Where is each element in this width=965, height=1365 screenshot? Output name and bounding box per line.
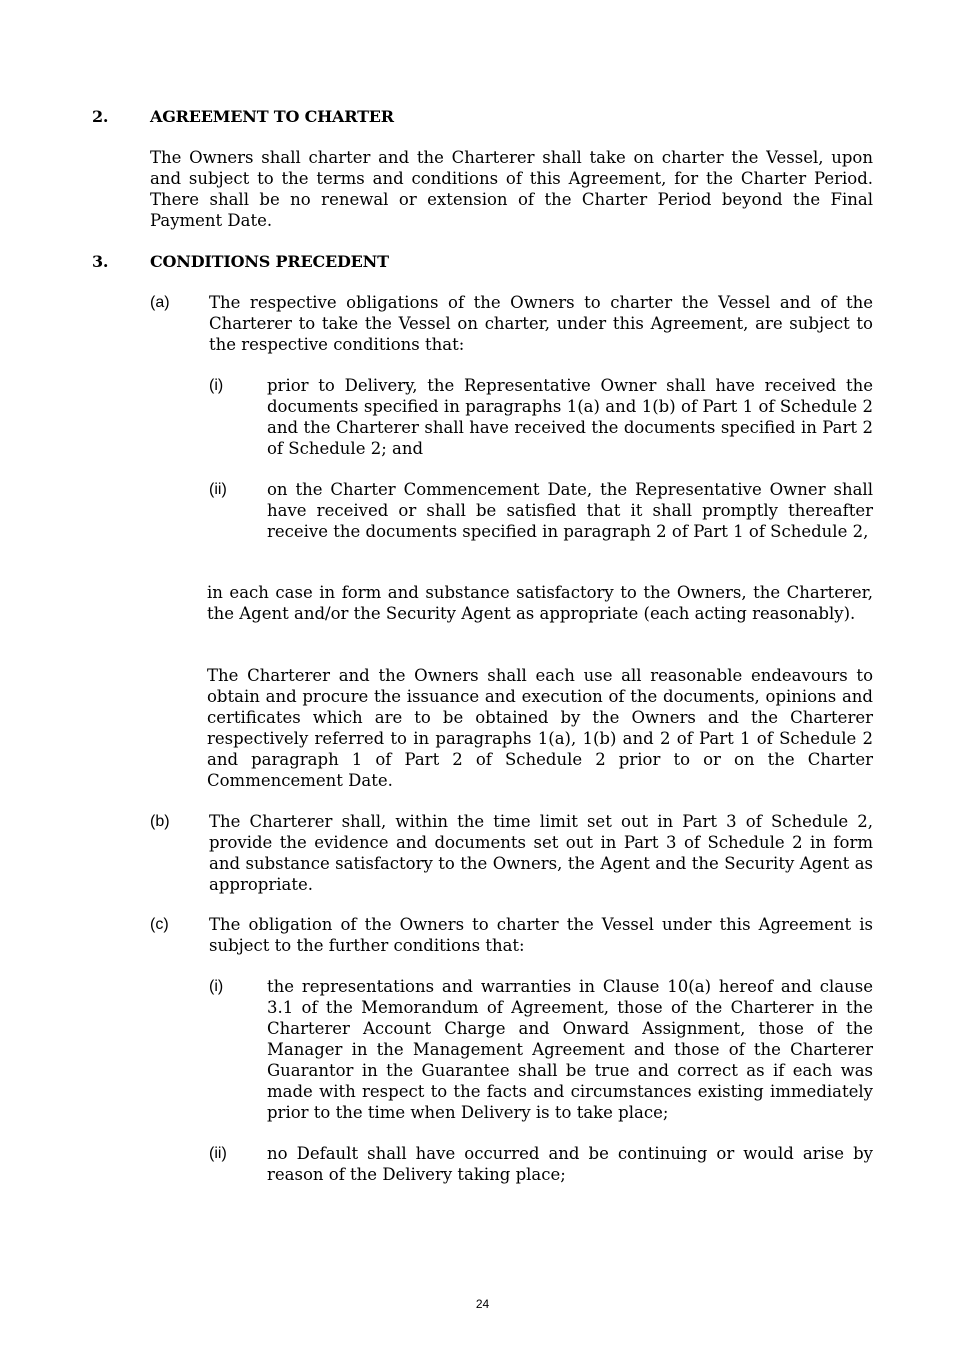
clause-2-heading <box>92 106 852 127</box>
clause-3a-label: (a) <box>150 294 170 311</box>
clause-3a-tail-1: in each case in form and substance satisfactory to the Owners, the Charterer, the Agent and/or the Security Agent as appropriate (each acting reasonably). <box>207 583 873 623</box>
clause-2-body: The Owners shall charter and the Charterer shall take on charter the Vessel, upon and subject to the terms and conditions of this Agreement, for the Charter Period. There shall be no renewal or extension of the Charter Period beyond the Final Payment Date. <box>150 148 873 230</box>
clause-3-heading <box>92 251 852 272</box>
clause-3c-ii-text: no Default shall have occurred and be continuing or would arise by reason of the Delivery taking place; <box>267 1144 873 1184</box>
page-number: 24 <box>475 1297 490 1311</box>
clause-3-title: CONDITIONS PRECEDENT <box>150 252 389 271</box>
clause-3c-ii-label: (ii) <box>209 1145 227 1162</box>
clause-3b-text: The Charterer shall, within the time limit set out in Part 3 of Schedule 2, provide the evidence and documents set out in Part 3 of Schedule 2 in form and substance satisfactory to the Owners, the Agent and the Security Agent as appropriate. <box>209 812 873 894</box>
clause-3a-i-label: (i) <box>209 377 224 394</box>
clause-2-title: AGREEMENT TO CHARTER <box>150 107 394 126</box>
clause-2-number: 2. <box>92 107 109 126</box>
clause-3-number: 3. <box>92 252 109 271</box>
clause-3c-label: (c) <box>150 916 169 933</box>
clause-3b-label: (b) <box>150 813 170 830</box>
clause-3a-i-text: prior to Delivery, the Representative Owner shall have received the documents specified in paragraphs 1(a) and 1(b) of Part 1 of Schedule 2 and the Charterer shall have received the documents specified in Part 2 of Schedule 2; and <box>267 376 873 458</box>
clause-3a-intro: The respective obligations of the Owners to charter the Vessel and of the Charterer to take the Vessel on charter, under this Agreement, are subject to the respective conditions that: <box>209 293 873 354</box>
clause-3c-intro: The obligation of the Owners to charter the Vessel under this Agreement is subject to the further conditions that: <box>209 915 873 955</box>
clause-3a-ii-label: (ii) <box>209 481 227 498</box>
clause-3c-i-label: (i) <box>209 978 224 995</box>
clause-3c-i-text: the representations and warranties in Clause 10(a) hereof and clause 3.1 of the Memorandum of Agreement, those of the Charterer in the Charterer Account Charge and Onward Assignment, those of the Manager in the Management Agreement and those of the Charterer Guarantor in the Guarantee shall be true and correct as if each was made with respect to the facts and circumstances existing immediately prior to the time when Delivery is to take place; <box>267 977 873 1122</box>
clause-3a-tail-2: The Charterer and the Owners shall each use all reasonable endeavours to obtain and procure the issuance and execution of the documents, opinions and certificates which are to be obtained by the Owners and the Charterer respectively referred to in paragraphs 1(a), 1(b) and 2 of Part 1 of Schedule 2 and paragraph 1 of Part 2 of Schedule 2 prior to or on the Charter Commencement Date. <box>207 666 873 790</box>
clause-3a-ii-text: on the Charter Commencement Date, the Representative Owner shall have received or shall be satisfied that it shall promptly thereafter receive the documents specified in paragraph 2 of Part 1 of Schedule 2, <box>267 480 873 541</box>
